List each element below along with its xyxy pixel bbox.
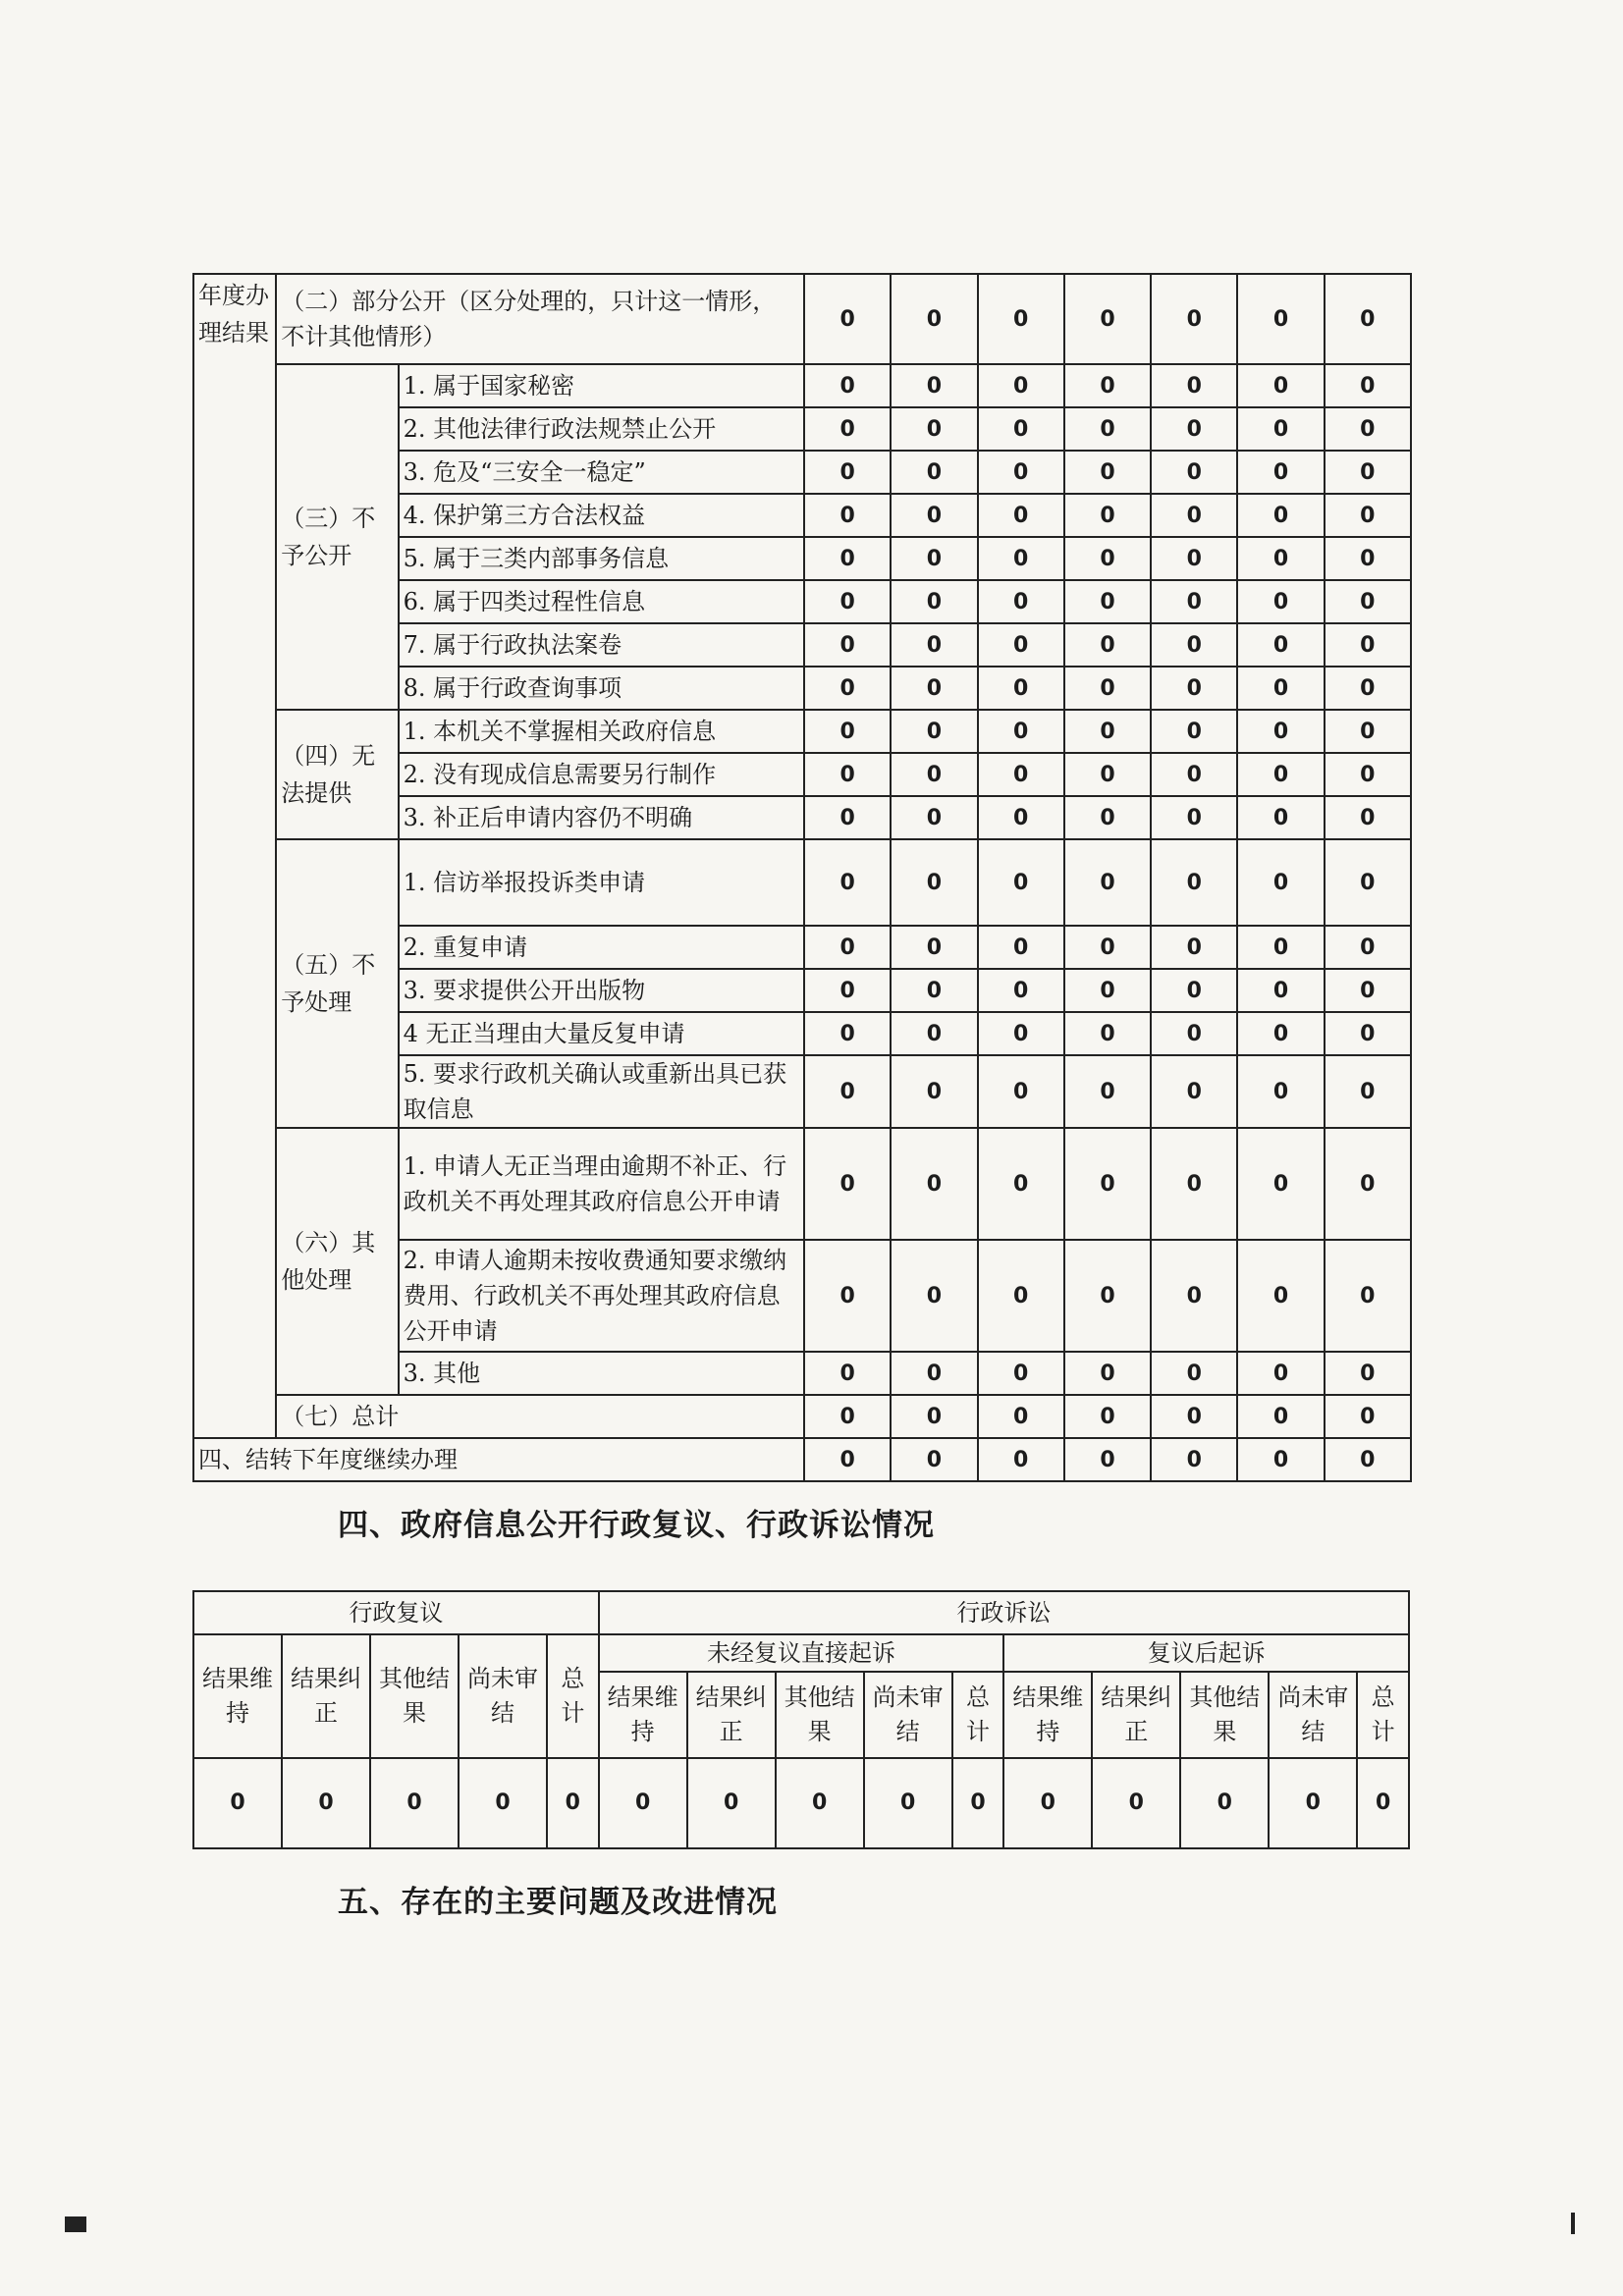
value-cell: 0 (1151, 667, 1237, 710)
value-cell: 0 (1151, 1240, 1237, 1352)
value-cell: 0 (1064, 1438, 1151, 1481)
value-cell: 0 (1151, 1438, 1237, 1481)
value-cell: 0 (978, 494, 1064, 537)
row-label: 3. 危及“三安全一稳定” (399, 451, 804, 494)
value-cell: 0 (1064, 753, 1151, 796)
partial-open-label: （二）部分公开（区分处理的，只计这一情形，不计其他情形） (276, 274, 804, 364)
value-cell: 0 (1064, 1395, 1151, 1438)
value-cell: 0 (891, 1240, 977, 1352)
value-cell: 0 (1151, 537, 1237, 580)
value-cell: 0 (891, 1438, 977, 1481)
value-cell: 0 (1180, 1758, 1269, 1848)
value-cell: 0 (193, 1758, 282, 1848)
value-cell: 0 (1064, 1012, 1151, 1055)
row-label: 5. 属于三类内部事务信息 (399, 537, 804, 580)
direct-col: 结果维持 (599, 1672, 687, 1758)
row-label: 7. 属于行政执法案卷 (399, 623, 804, 667)
value-cell: 0 (891, 710, 977, 753)
value-cell: 0 (804, 537, 891, 580)
value-cell: 0 (804, 407, 891, 451)
value-cell: 0 (978, 1240, 1064, 1352)
value-cell: 0 (1151, 839, 1237, 926)
value-cell: 0 (1064, 274, 1151, 364)
value-cell: 0 (891, 1128, 977, 1240)
after-col: 结果维持 (1003, 1672, 1092, 1758)
value-cell: 0 (978, 969, 1064, 1012)
value-cell: 0 (804, 969, 891, 1012)
value-cell: 0 (370, 1758, 459, 1848)
review-header: 行政复议 (193, 1591, 599, 1634)
value-cell: 0 (1237, 1352, 1324, 1395)
category-label: （四）无法提供 (276, 710, 398, 839)
value-cell: 0 (804, 1352, 891, 1395)
value-cell: 0 (1064, 537, 1151, 580)
scan-edge-mark (1571, 2213, 1575, 2234)
value-cell: 0 (1151, 969, 1237, 1012)
value-cell: 0 (978, 407, 1064, 451)
review-col: 其他结果 (370, 1634, 459, 1758)
value-cell: 0 (1325, 1240, 1411, 1352)
value-cell: 0 (1151, 1352, 1237, 1395)
value-cell: 0 (1151, 1128, 1237, 1240)
value-cell: 0 (804, 1438, 891, 1481)
value-cell: 0 (804, 926, 891, 969)
value-cell: 0 (891, 364, 977, 407)
value-cell: 0 (1237, 364, 1324, 407)
value-cell: 0 (1237, 623, 1324, 667)
value-cell: 0 (978, 1012, 1064, 1055)
value-cell: 0 (1325, 969, 1411, 1012)
value-cell: 0 (891, 796, 977, 839)
value-cell: 0 (1325, 667, 1411, 710)
value-cell: 0 (891, 451, 977, 494)
value-cell: 0 (1237, 1012, 1324, 1055)
litigation-header: 行政诉讼 (599, 1591, 1409, 1634)
value-cell: 0 (1151, 926, 1237, 969)
value-cell: 0 (1325, 796, 1411, 839)
value-cell: 0 (1325, 580, 1411, 623)
value-cell: 0 (1237, 796, 1324, 839)
row-label: 6. 属于四类过程性信息 (399, 580, 804, 623)
value-cell: 0 (1064, 1128, 1151, 1240)
row-label: 2. 申请人逾期未按收费通知要求缴纳费用、行政机关不再处理其政府信息公开申请 (399, 1240, 804, 1352)
value-cell: 0 (891, 494, 977, 537)
category-label: （六）其他处理 (276, 1128, 398, 1395)
value-cell: 0 (1151, 494, 1237, 537)
row-label: 2. 没有现成信息需要另行制作 (399, 753, 804, 796)
value-cell: 0 (1151, 1055, 1237, 1128)
row-label: 1. 信访举报投诉类申请 (399, 839, 804, 926)
value-cell: 0 (1237, 1055, 1324, 1128)
value-cell: 0 (282, 1758, 370, 1848)
value-cell: 0 (1064, 710, 1151, 753)
after-col: 结果纠正 (1092, 1672, 1180, 1758)
value-cell: 0 (978, 839, 1064, 926)
value-cell: 0 (978, 1438, 1064, 1481)
direct-col: 其他结果 (776, 1672, 864, 1758)
row-label: 2. 重复申请 (399, 926, 804, 969)
after-review-header: 复议后起诉 (1003, 1634, 1409, 1672)
value-cell: 0 (1064, 623, 1151, 667)
value-cell: 0 (1237, 1128, 1324, 1240)
value-cell: 0 (804, 796, 891, 839)
value-cell: 0 (804, 1128, 891, 1240)
value-cell: 0 (1151, 364, 1237, 407)
value-cell: 0 (891, 1395, 977, 1438)
value-cell: 0 (1064, 494, 1151, 537)
value-cell: 0 (952, 1758, 1004, 1848)
value-cell: 0 (891, 407, 977, 451)
value-cell: 0 (891, 1352, 977, 1395)
section5-heading: 五、存在的主要问题及改进情况 (338, 1885, 778, 1920)
review-litigation-table (192, 1590, 1410, 1849)
value-cell: 0 (1064, 451, 1151, 494)
value-cell: 0 (978, 1055, 1064, 1128)
value-cell: 0 (1325, 1395, 1411, 1438)
value-cell: 0 (776, 1758, 864, 1848)
value-cell: 0 (1151, 796, 1237, 839)
table-row (193, 1438, 1411, 1481)
value-cell: 0 (864, 1758, 952, 1848)
value-cell: 0 (1325, 1055, 1411, 1128)
value-cell: 0 (599, 1758, 687, 1848)
value-cell: 0 (891, 753, 977, 796)
value-cell: 0 (1325, 753, 1411, 796)
table-row (193, 1128, 1411, 1240)
value-cell: 0 (978, 537, 1064, 580)
table-row (193, 839, 1411, 926)
value-cell: 0 (1237, 753, 1324, 796)
value-cell: 0 (1237, 1438, 1324, 1481)
value-cell: 0 (978, 451, 1064, 494)
row-label: 4 无正当理由大量反复申请 (399, 1012, 804, 1055)
value-cell: 0 (1237, 1240, 1324, 1352)
application-handling-table (192, 273, 1412, 1482)
value-cell: 0 (1325, 1352, 1411, 1395)
value-cell: 0 (804, 364, 891, 407)
value-cell: 0 (1237, 926, 1324, 969)
value-cell: 0 (804, 623, 891, 667)
value-cell: 0 (978, 1395, 1064, 1438)
value-cell: 0 (891, 667, 977, 710)
value-cell: 0 (1064, 580, 1151, 623)
value-cell: 0 (891, 623, 977, 667)
table-row (193, 710, 1411, 753)
row-label: 1. 本机关不掌握相关政府信息 (399, 710, 804, 753)
value-cell: 0 (1237, 451, 1324, 494)
value-cell: 0 (1325, 1128, 1411, 1240)
value-cell: 0 (1064, 796, 1151, 839)
row-label: 3. 其他 (399, 1352, 804, 1395)
row-label: 1. 属于国家秘密 (399, 364, 804, 407)
value-cell: 0 (804, 1240, 891, 1352)
value-cell: 0 (804, 667, 891, 710)
value-cell: 0 (978, 1352, 1064, 1395)
value-cell: 0 (1151, 1395, 1237, 1438)
value-cell: 0 (1064, 1055, 1151, 1128)
value-cell: 0 (1325, 839, 1411, 926)
value-cell: 0 (1325, 364, 1411, 407)
value-cell: 0 (891, 839, 977, 926)
review-col: 结果纠正 (282, 1634, 370, 1758)
row-label: 5. 要求行政机关确认或重新出具已获取信息 (399, 1055, 804, 1128)
value-cell: 0 (1064, 926, 1151, 969)
value-cell: 0 (891, 274, 977, 364)
row-label: 3. 要求提供公开出版物 (399, 969, 804, 1012)
scan-edge-mark (65, 2216, 86, 2232)
row-label: 3. 补正后申请内容仍不明确 (399, 796, 804, 839)
review-col: 尚未审结 (459, 1634, 547, 1758)
value-cell: 0 (547, 1758, 599, 1848)
section4-heading: 四、政府信息公开行政复议、行政诉讼情况 (338, 1508, 935, 1543)
value-cell: 0 (1064, 1352, 1151, 1395)
value-cell: 0 (1325, 451, 1411, 494)
value-cell: 0 (1064, 1240, 1151, 1352)
value-cell: 0 (804, 1395, 891, 1438)
total-label: （七）总计 (276, 1395, 804, 1438)
value-cell: 0 (1237, 839, 1324, 926)
value-cell: 0 (1325, 494, 1411, 537)
value-cell: 0 (804, 494, 891, 537)
value-cell: 0 (1064, 839, 1151, 926)
direct-col: 总计 (952, 1672, 1004, 1758)
value-cell: 0 (1151, 274, 1237, 364)
value-cell: 0 (1237, 537, 1324, 580)
value-cell: 0 (1237, 1395, 1324, 1438)
value-cell: 0 (1325, 926, 1411, 969)
value-cell: 0 (1092, 1758, 1180, 1848)
value-cell: 0 (1151, 407, 1237, 451)
value-cell: 0 (804, 1012, 891, 1055)
value-cell: 0 (1237, 407, 1324, 451)
value-cell: 0 (1325, 274, 1411, 364)
table-row (193, 364, 1411, 407)
category-label: （五）不予处理 (276, 839, 398, 1128)
after-col: 其他结果 (1180, 1672, 1269, 1758)
value-cell: 0 (1151, 753, 1237, 796)
value-cell: 0 (1151, 710, 1237, 753)
value-cell: 0 (891, 1012, 977, 1055)
after-col: 总计 (1357, 1672, 1409, 1758)
value-cell: 0 (1237, 494, 1324, 537)
value-cell: 0 (1237, 710, 1324, 753)
value-cell: 0 (978, 710, 1064, 753)
value-cell: 0 (804, 580, 891, 623)
value-cell: 0 (1325, 1012, 1411, 1055)
value-cell: 0 (1003, 1758, 1092, 1848)
value-cell: 0 (1151, 580, 1237, 623)
value-cell: 0 (978, 580, 1064, 623)
table-row (193, 274, 1411, 364)
value-cell: 0 (459, 1758, 547, 1848)
value-cell: 0 (804, 274, 891, 364)
value-cell: 0 (978, 364, 1064, 407)
year-result-label: 年度办理结果 (193, 274, 276, 1438)
value-cell: 0 (891, 537, 977, 580)
value-cell: 0 (804, 710, 891, 753)
direct-col: 结果纠正 (687, 1672, 776, 1758)
value-cell: 0 (1237, 969, 1324, 1012)
value-cell: 0 (1325, 407, 1411, 451)
value-cell: 0 (978, 274, 1064, 364)
review-col: 总计 (547, 1634, 599, 1758)
value-cell: 0 (978, 926, 1064, 969)
value-cell: 0 (978, 623, 1064, 667)
value-cell: 0 (1151, 1012, 1237, 1055)
category-label: （三）不予公开 (276, 364, 398, 710)
after-col: 尚未审结 (1269, 1672, 1357, 1758)
row-label: 8. 属于行政查询事项 (399, 667, 804, 710)
value-cell: 0 (978, 1128, 1064, 1240)
value-cell: 0 (804, 753, 891, 796)
value-cell: 0 (1064, 667, 1151, 710)
value-cell: 0 (1325, 623, 1411, 667)
value-cell: 0 (804, 1055, 891, 1128)
value-cell: 0 (891, 926, 977, 969)
table-row (193, 1395, 1411, 1438)
value-cell: 0 (1151, 623, 1237, 667)
value-cell: 0 (891, 580, 977, 623)
value-cell: 0 (1064, 364, 1151, 407)
value-cell: 0 (1151, 451, 1237, 494)
row-label: 4. 保护第三方合法权益 (399, 494, 804, 537)
value-cell: 0 (804, 839, 891, 926)
value-cell: 0 (891, 1055, 977, 1128)
direct-col: 尚未审结 (864, 1672, 952, 1758)
row-label: 2. 其他法律行政法规禁止公开 (399, 407, 804, 451)
value-cell: 0 (1064, 969, 1151, 1012)
value-cell: 0 (1237, 580, 1324, 623)
value-cell: 0 (1325, 710, 1411, 753)
value-cell: 0 (978, 796, 1064, 839)
carry-over-label: 四、结转下年度继续办理 (193, 1438, 804, 1481)
value-cell: 0 (1325, 537, 1411, 580)
value-cell: 0 (1325, 1438, 1411, 1481)
value-cell: 0 (978, 753, 1064, 796)
value-cell: 0 (1237, 667, 1324, 710)
row-label: 1. 申请人无正当理由逾期不补正、行政机关不再处理其政府信息公开申请 (399, 1128, 804, 1240)
direct-suit-header: 未经复议直接起诉 (599, 1634, 1004, 1672)
value-cell: 0 (1237, 274, 1324, 364)
value-cell: 0 (1357, 1758, 1409, 1848)
value-cell: 0 (1269, 1758, 1357, 1848)
value-cell: 0 (1064, 407, 1151, 451)
value-cell: 0 (804, 451, 891, 494)
value-cell: 0 (891, 969, 977, 1012)
value-cell: 0 (978, 667, 1064, 710)
review-col: 结果维持 (193, 1634, 282, 1758)
value-cell: 0 (687, 1758, 776, 1848)
